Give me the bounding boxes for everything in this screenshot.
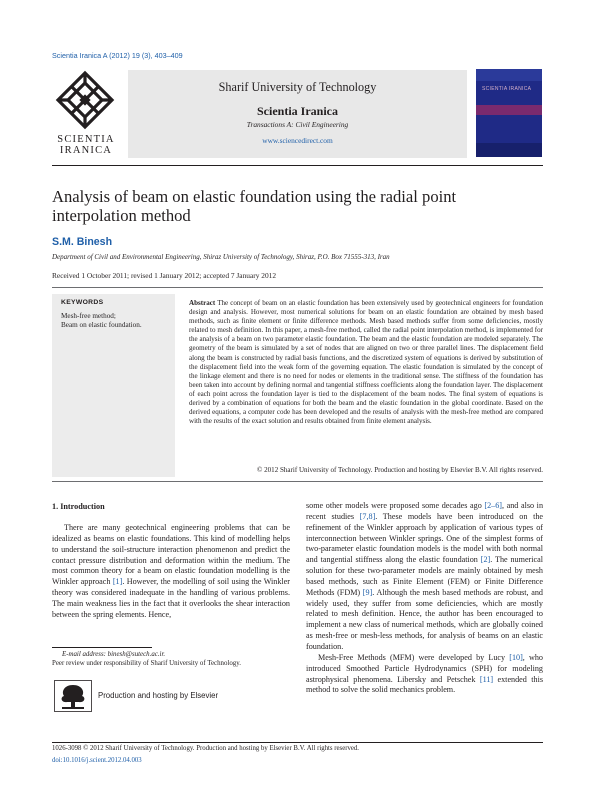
citation-link[interactable]: [7,8] <box>359 511 376 521</box>
elsevier-logo <box>54 680 92 712</box>
journal-transactions: Transactions A: Civil Engineering <box>246 120 349 129</box>
paragraph-text: . These models have been introduced on the refinement of the Winkler approach by application of various types of interconnection between Winkler springs. One of the simplest forms of two-parameter elastic foundation models is the model with both normal and tangential stiffness along the elastic foundation <box>306 511 543 565</box>
author-name[interactable]: S.M. Binesh <box>52 236 113 248</box>
body-right-column <box>306 501 543 696</box>
paragraph-text: , and also in recent studies <box>306 501 544 521</box>
abstract-label: Abstract <box>189 299 216 307</box>
body-paragraph <box>52 523 290 621</box>
cover-band-top <box>476 69 542 81</box>
citation-link[interactable]: [2] <box>480 555 491 565</box>
logo-word-1: SCIENTIA <box>57 134 115 145</box>
citation-link[interactable]: [10] <box>509 652 523 662</box>
abstract-rule <box>52 481 543 482</box>
paragraph-text: some other models were proposed some decades ago <box>306 501 485 510</box>
paragraph-text: extended this method to solve the solid mechanics problem. <box>306 674 543 695</box>
keyword-item: Beam on elastic foundation. <box>61 321 142 329</box>
keyword-item: Mesh-free method; <box>61 312 116 320</box>
header-rule <box>52 165 543 166</box>
keywords-heading: KEYWORDS <box>61 299 104 306</box>
paragraph-text: , who introduced Smoothed Particle Hydrodynamics (SPH) for modeling astrophysical phenomena. Libersky and Petschek <box>306 652 543 684</box>
paragraph-text: . The numerical solution for these two-parameter models are mainly obtained by mesh based methods, such as Finite Element (FEM) or Finite Difference Methods (FDM) <box>306 555 543 597</box>
issn-copyright: 1026-3098 © 2012 Sharif University of Technology. Production and hosting by Elsevier B.V. All rights reserved. <box>52 745 359 752</box>
body-paragraph <box>306 653 543 696</box>
logo-wordmark <box>50 134 122 156</box>
footer-rule <box>52 742 543 743</box>
author-affiliation: Department of Civil and Environmental Engineering, Shiraz University of Technology, Shiraz, P.O. Box 71555-313, Iran <box>52 253 390 261</box>
citation-link[interactable]: [9] <box>362 587 373 597</box>
sciencedirect-link[interactable]: www.sciencedirect.com <box>262 136 333 145</box>
received-dates: Received 1 October 2011; revised 1 January 2012; accepted 7 January 2012 <box>52 271 277 280</box>
article-title: Analysis of beam on elastic foundation using the radial point interpolation method <box>52 187 457 225</box>
paragraph-text: There are many geotechnical engineering problems that can be idealized as beams on elastic foundations. This kind of modelling helps to understand the soil-structure interaction phenomenon and predict the contact pressure distribution and deformation within the medium. The most common theory for a beam on elastic foundation modelling is the Winkler approach <box>52 523 290 587</box>
cover-band-bottom <box>476 143 542 157</box>
paragraph-text: . Although the mesh based methods are robust, and widely used, they suffer from some deficiencies, which are mostly related to mesh definition. Hence, the author has been encouraged to implement a new class of numerical methods, which are globally coined as mesh-free or mesh-less methods, for analysis of beams on an elastic foundation. <box>306 587 543 651</box>
copyright-notice: © 2012 Sharif University of Technology. Production and hosting by Elsevier B.V. All rights reserved. <box>257 466 543 474</box>
footnote-rule <box>52 647 152 648</box>
cover-title: SCIENTIA IRANICA <box>482 86 532 92</box>
journal-name: Scientia Iranica <box>257 104 338 118</box>
elsevier-tree-icon <box>54 680 92 712</box>
section-heading: 1. Introduction <box>52 502 105 511</box>
citation-link[interactable]: [11] <box>479 674 494 684</box>
journal-cover-thumbnail <box>476 69 542 157</box>
body-paragraph <box>306 501 543 653</box>
publisher-statement: Production and hosting by Elsevier <box>98 691 219 700</box>
logo-word-2: IRANICA <box>59 145 113 156</box>
doi-link[interactable]: doi:10.1016/j.scient.2012.04.003 <box>52 757 142 764</box>
paragraph-text: Mesh-Free Methods (MFM) were developed by Lucy <box>318 652 510 662</box>
abstract-text: The concept of beam on an elastic foundation has been extensively used by geotechnical engineers for foundation design and analysis. However, most numerical solutions for beam on an elastic foundation are obtained by mesh based methods, such as finite element or finite difference methods. Mesh based methods suffer from some deficiencies, mostly related to mesh definition. In this paper, a mesh-free method, called the radial point interpolation method, is implemented for the analysis of a beam on two parameter elastic foundation. The beam and the elastic foundation are modeled separately. The geometry of the beam is simulated by a set of nodes that are aligned on two or three parallel lines. The displacement field along the beam is constructed by radial basis functions, and the discretized system of equations is derived by substitution of the displacement field into the weak form of the governing equation. The elastic foundation is simulated by the concept of the linkage element and there is no need for nodes or elements in the traditional sense. The stiffness of the foundation has been taken into account by defining normal and tangential stiffness coefficients along the foundation layer. The displacement of each point across the foundation layer is tied to the displacement of the beam nodes. The final system of equations is derived by a combination of equations for both the beam and the elastic foundation in the global coordinate. Based on the derived equations, a computer code has been developed and the results of analysis with the mesh-free method are compared with the results of the exact solution and results obtained from finite element analysis. <box>189 299 543 426</box>
abstract <box>189 299 543 426</box>
citation-link[interactable]: [1] <box>112 577 123 587</box>
paragraph-text: . However, the modelling of soil using the Winkler theory was considered inadequate in the handling of various problems. The main weakness lies in the fact that it overlooks the shear interaction between the spring elements. Hence, <box>52 577 290 619</box>
university-name: Sharif University of Technology <box>218 80 377 94</box>
cover-band-mid <box>476 105 542 115</box>
title-rule <box>52 287 543 288</box>
journal-reference[interactable]: Scientia Iranica A (2012) 19 (3), 403–409 <box>52 51 183 60</box>
knot-emblem-icon <box>50 69 120 133</box>
peer-review-note: Peer review under responsibility of Sharif University of Technology. <box>52 660 241 667</box>
author-email[interactable]: E-mail address: binesh@sutech.ac.ir. <box>62 651 166 658</box>
citation-link[interactable]: [2–6] <box>484 501 502 510</box>
body-left-column <box>52 523 290 621</box>
